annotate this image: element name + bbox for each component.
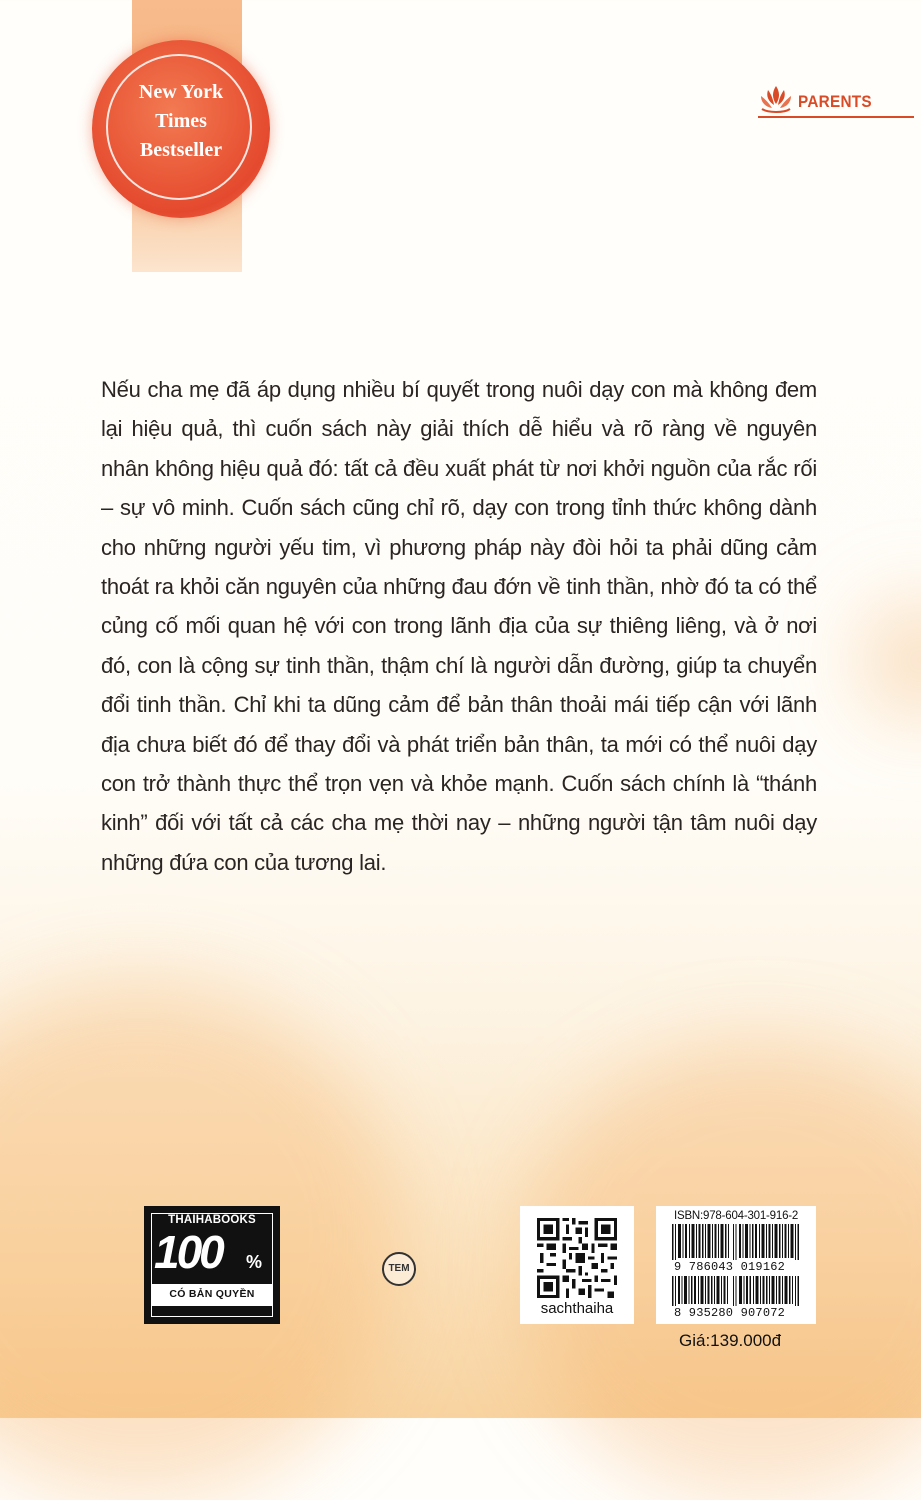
- seal-percent: %: [246, 1252, 263, 1272]
- isbn-text: ISBN:978-604-301-916-2: [674, 1210, 799, 1222]
- qr-label: sachthaiha: [540, 1300, 614, 1317]
- back-cover-blurb: Nếu cha mẹ đã áp dụng nhiều bí quyết trong nuôi dạy con mà không đem lại hiệu quả, thì cuốn sách này giải thích dễ hiểu và rõ ràng về nguyên nhân không hiệu quả đó: tất cả đều xuất phát từ nơi khởi nguồn của rắc rối – sự vô minh. Cuốn sách cũng chỉ rõ, dạy con trong tỉnh thức không dành cho những người yếu tim, vì phương pháp này đòi hỏi ta phải dũng cảm thoát ra khỏi căn nguyên của những đau đớn về tinh thần, nhờ đó ta có thể củng cố mối quan hệ với con trong lãnh địa của sự thiêng liêng, và ở nơi đó, con là cộng sự tinh thần, thậm chí là người dẫn đường, giúp ta chuyển đổi tinh thần. Chỉ khi ta dũng cảm để bản thân thoải mái tiếp cận với lãnh địa chưa biết đó để thay đổi và phát triển bản thân, ta mới có thể nuôi dạy con trở thành thực thể trọn vẹn và khỏe mạnh. Cuốn sách chính là “thánh kinh” đối với tất cả các cha mẹ thời nay – những người tận tâm nuôi dạy những đứa con của tương lai.: [101, 377, 817, 875]
- imprint-label: PARENTS: [798, 92, 872, 111]
- isbn-barcode-icon: [670, 1224, 804, 1260]
- barcode-card: [656, 1206, 816, 1324]
- price-label: Giá:139.000đ: [679, 1331, 782, 1350]
- ean-digits: 8 935280 907072: [674, 1306, 786, 1320]
- isbn-digits: 9 786043 019162: [674, 1260, 786, 1274]
- seal-brand: THAIHABOOKS: [168, 1214, 256, 1226]
- lotus-hands-icon: [758, 82, 794, 114]
- badge-line-3: Bestseller: [139, 139, 223, 161]
- badge-text: [92, 78, 270, 165]
- seal-number: 100: [154, 1226, 222, 1278]
- qr-card: [520, 1206, 634, 1324]
- badge-line-1: New York: [138, 81, 224, 103]
- badge-line-2: Times: [155, 110, 207, 132]
- copyright-seal: [144, 1206, 280, 1324]
- qr-code-icon: [537, 1218, 617, 1298]
- background-wash-edge: [860, 600, 921, 720]
- imprint-underline: [758, 116, 914, 118]
- publisher-imprint-logo: [758, 82, 914, 120]
- seal-caption: CÓ BẢN QUYỀN: [169, 1288, 255, 1300]
- ean-barcode-icon: [670, 1276, 804, 1306]
- stamp-circle: TEM: [382, 1252, 416, 1286]
- bestseller-badge: [92, 40, 270, 218]
